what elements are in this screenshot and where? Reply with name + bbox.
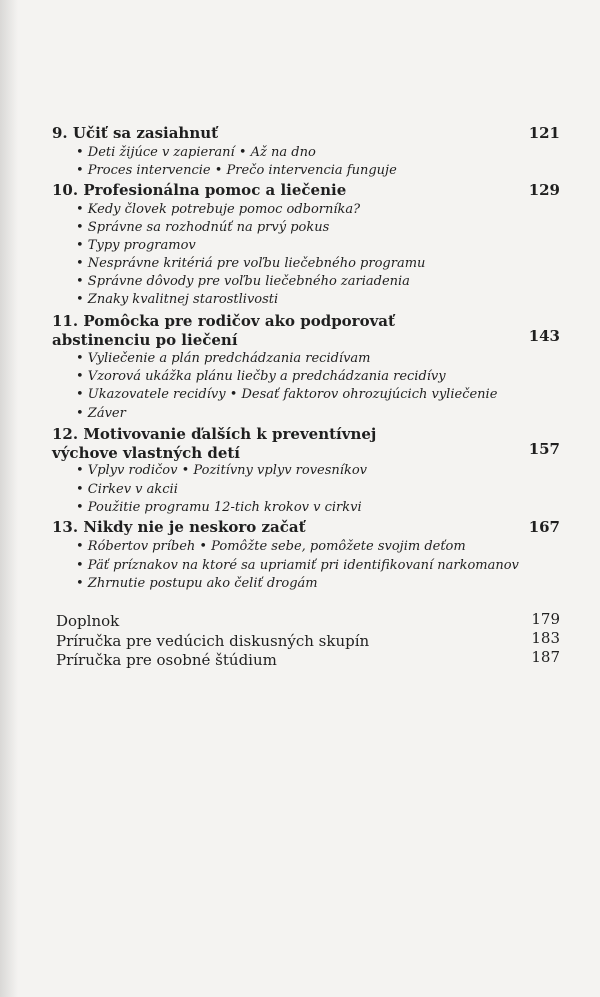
chapter-13-title: 13. Nikdy nie je neskoro začať <box>52 518 306 536</box>
chapter-12-sub-2: • Cirkev v akcii <box>76 482 178 497</box>
spine-shadow <box>0 0 18 997</box>
chapter-9-sub-2: • Proces intervencie • Prečo intervencia funguje <box>76 163 397 178</box>
chapter-11-sub-2: • Vzorová ukážka plánu liečby a predchádzania recidívy <box>76 369 446 384</box>
chapter-10-sub-3: • Typy programov <box>76 238 196 253</box>
back-matter-title-1: Doplnok <box>56 612 120 630</box>
chapter-10-title: 10. Profesionálna pomoc a liečenie <box>52 181 347 199</box>
chapter-12-page: 157 <box>528 440 560 458</box>
chapter-11-sub-3: • Ukazovatele recidívy • Desať faktorov ohrozujúcich vyliečenie <box>76 387 498 402</box>
chapter-10-sub-5: • Správne dôvody pre voľbu liečebného zariadenia <box>76 274 410 289</box>
back-matter-page-1: 179 <box>531 610 560 628</box>
back-matter-page-3: 187 <box>531 648 560 666</box>
back-matter-title-3: Príručka pre osobné štúdium <box>56 651 277 669</box>
back-matter-page-2: 183 <box>531 629 560 647</box>
chapter-10-sub-1: • Kedy človek potrebuje pomoc odborníka? <box>76 202 361 217</box>
chapter-12-title-line-2: výchove vlastných detí <box>52 444 241 462</box>
chapter-9-title: 9. Učiť sa zasiahnuť <box>52 124 219 142</box>
chapter-13-sub-3: • Zhrnutie postupu ako čeliť drogám <box>76 576 318 591</box>
chapter-11-sub-1: • Vyliečenie a plán predchádzania recidívam <box>76 351 371 366</box>
chapter-13-sub-1: • Róbertov príbeh • Pomôžte sebe, pomôžete svojim deťom <box>76 539 466 554</box>
chapter-9-page: 121 <box>528 124 560 142</box>
chapter-12-title-line-1: 12. Motivovanie ďalších k preventívnej <box>52 425 377 443</box>
back-matter-title-2: Príručka pre vedúcich diskusných skupín <box>56 632 370 650</box>
chapter-11-title-line-1: 11. Pomôcka pre rodičov ako podporovať <box>52 312 395 330</box>
chapter-9-sub-1: • Deti žijúce v zapieraní • Až na dno <box>76 145 316 160</box>
chapter-10-sub-2: • Správne sa rozhodnúť na prvý pokus <box>76 220 330 235</box>
chapter-12-sub-3: • Použitie programu 12-tich krokov v cirkvi <box>76 500 362 515</box>
chapter-13-page: 167 <box>528 518 560 536</box>
chapter-10-sub-6: • Znaky kvalitnej starostlivosti <box>76 292 279 307</box>
chapter-11-page: 143 <box>528 327 560 345</box>
chapter-11-title-line-2: abstinenciu po liečení <box>52 331 238 349</box>
chapter-12-sub-1: • Vplyv rodičov • Pozitívny vplyv rovesníkov <box>76 463 367 478</box>
chapter-10-page: 129 <box>528 181 560 199</box>
chapter-10-sub-4: • Nesprávne kritériá pre voľbu liečebného programu <box>76 256 426 271</box>
chapter-11-sub-4: • Záver <box>76 406 126 421</box>
chapter-13-sub-2: • Päť príznakov na ktoré sa upriamiť pri identifikovaní narkomanov <box>76 558 519 573</box>
